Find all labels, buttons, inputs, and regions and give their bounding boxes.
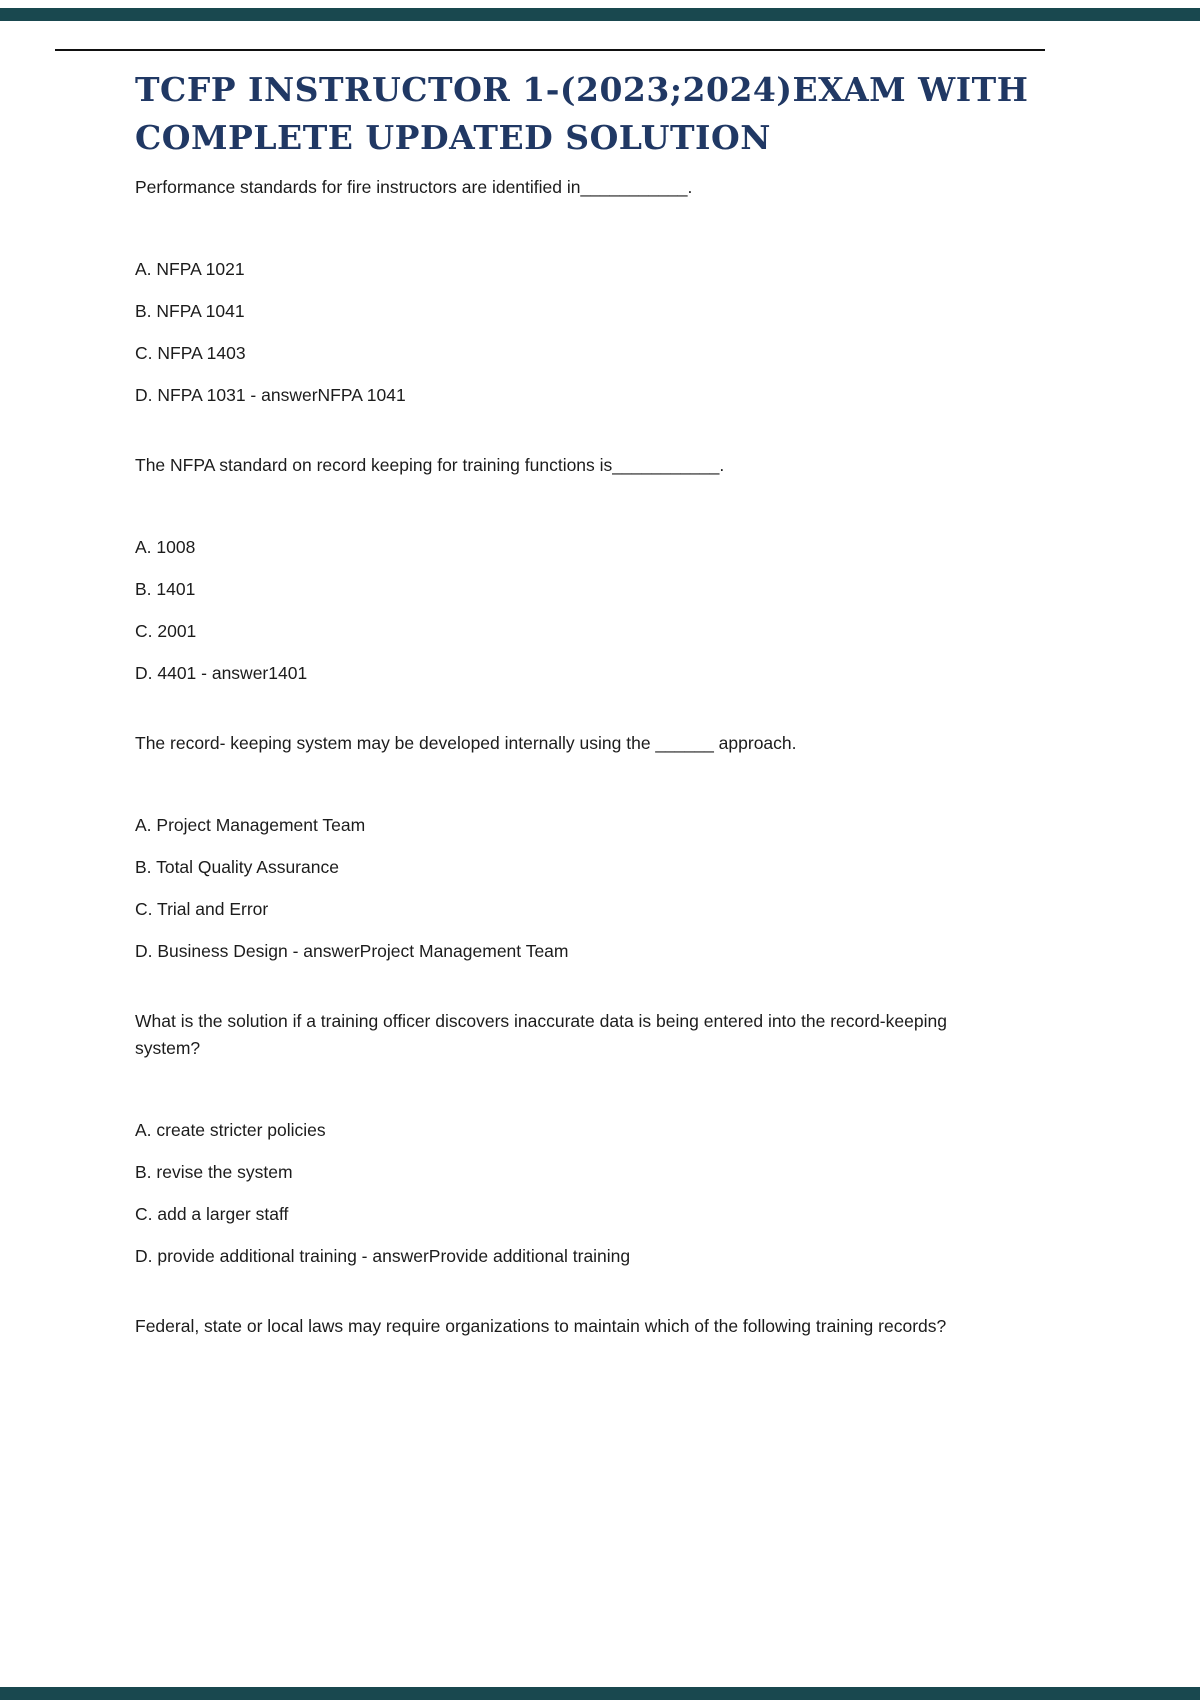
question-text: The record- keeping system may be developed internally using the ______ approach. [135, 733, 797, 753]
option-text: A. NFPA 1021 [135, 259, 245, 279]
document-title-line-1: TCFP INSTRUCTOR 1-(2023;2024)EXAM WITH [135, 70, 1029, 109]
options-list [135, 256, 1050, 409]
option-text: A. Project Management Team [135, 815, 366, 835]
option-text: B. 1401 [135, 579, 196, 599]
option-text: B. NFPA 1041 [135, 301, 245, 321]
options-list [135, 534, 1050, 687]
question-text: Performance standards for fire instructors are identified in___________. [135, 177, 693, 197]
question-block [135, 730, 1050, 965]
bottom-border-bar [0, 1687, 1200, 1700]
header-rule [55, 49, 1045, 51]
options-list [135, 812, 1050, 965]
question-text: The NFPA standard on record keeping for training functions is___________. [135, 455, 725, 475]
option-text: A. create stricter policies [135, 1120, 326, 1140]
question-text: What is the solution if a training officer discovers inaccurate data is being entered into the record-keeping system? [135, 1011, 947, 1058]
option-text: D. Business Design - answerProject Management Team [135, 941, 569, 961]
question-text: Federal, state or local laws may require organizations to maintain which of the following training records? [135, 1316, 947, 1336]
option-text: A. 1008 [135, 537, 196, 557]
option-text: C. NFPA 1403 [135, 343, 246, 363]
option-text: C. 2001 [135, 621, 197, 641]
document-title-line-2: COMPLETE UPDATED SOLUTION [135, 118, 771, 157]
option-text: D. provide additional training - answerProvide additional training [135, 1246, 631, 1266]
options-list [135, 1117, 1050, 1270]
question-block [135, 174, 1050, 409]
option-text: B. revise the system [135, 1162, 293, 1182]
option-text: B. Total Quality Assurance [135, 857, 339, 877]
top-border-bar [0, 8, 1200, 21]
questions-list [135, 174, 1050, 1340]
question-block [135, 1008, 1050, 1270]
option-text: D. NFPA 1031 - answerNFPA 1041 [135, 385, 406, 405]
option-text: C. add a larger staff [135, 1204, 289, 1224]
document-content [135, 66, 1050, 1395]
document-title [135, 66, 1050, 162]
option-text: C. Trial and Error [135, 899, 269, 919]
question-block [135, 452, 1050, 687]
question-block [135, 1313, 1050, 1340]
option-text: D. 4401 - answer1401 [135, 663, 308, 683]
